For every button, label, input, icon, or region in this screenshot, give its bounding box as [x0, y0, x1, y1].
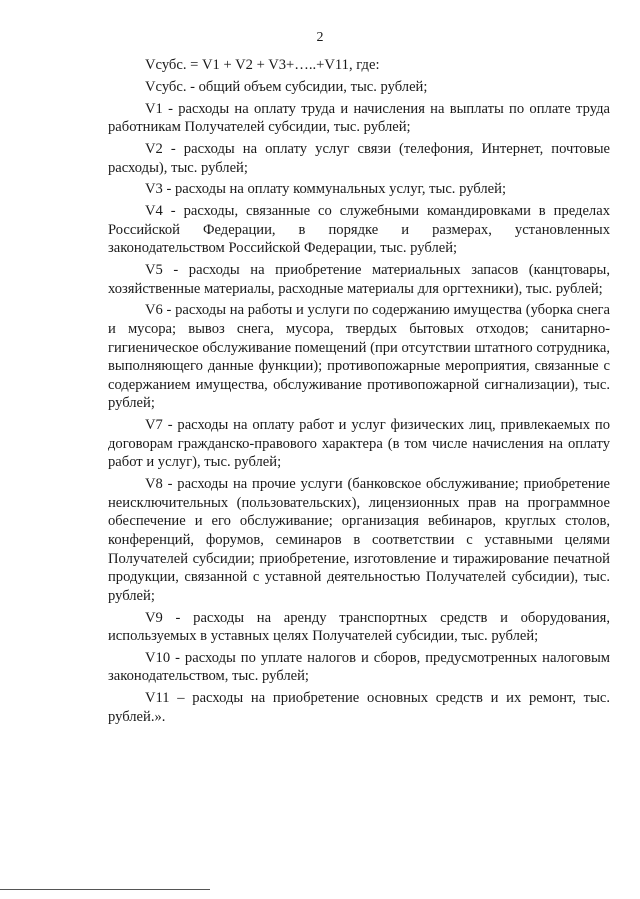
footer-rule — [0, 889, 210, 890]
formula-line: Vсубс. = V1 + V2 + V3+…..+V11, где: — [145, 57, 380, 73]
definition-v1: V1 - расходы на оплату труда и начисления на выплаты по оплате труда работникам Получателей субсидии, тыс. рублей; — [108, 100, 610, 136]
definition-v4: V4 - расходы, связанные со служебными командировками в пределах Российской Федерации, в порядке и размерах, установленных законодательством Российской Федерации, тыс. рублей; — [108, 203, 610, 257]
document-body — [108, 56, 610, 730]
definition-v8: V8 - расходы на прочие услуги (банковское обслуживание; приобретение неисключительных (пользовательских), лицензионных прав на программное обеспечение и его обслуживание; организация вебинаров, круглых столов, конференций, форумов, семинаров в соответствии с уставными целями Получателей субсидии; приобретение, изготовление и тиражирование печатной продукции, связанной с уставной деятельностью Получателей субсидии), тыс. рублей; — [108, 476, 610, 604]
definition-v9: V9 - расходы на аренду транспортных средств и оборудования, используемых в уставных целях Получателей субсидии, тыс. рублей; — [108, 609, 610, 645]
definition-vsubs: Vсубс. - общий объем субсидии, тыс. рублей; — [145, 78, 428, 95]
page-number: 2 — [316, 30, 324, 45]
definition-v3: V3 - расходы на оплату коммунальных услуг, тыс. рублей; — [145, 181, 506, 198]
definition-v2: V2 - расходы на оплату услуг связи (телефония, Интернет, почтовые расходы), тыс. рублей; — [108, 140, 610, 176]
definition-v10: V10 - расходы по уплате налогов и сборов, предусмотренных налоговым законодательством, тыс. рублей; — [108, 649, 610, 685]
definition-v7: V7 - расходы на оплату работ и услуг физических лиц, привлекаемых по договорам гражданско-правового характера (в том числе начисления на оплату работ и услуг), тыс. рублей; — [108, 417, 610, 471]
definition-v6: V6 - расходы на работы и услуги по содержанию имущества (уборка снега и мусора; вывоз снега, мусора, твердых бытовых отходов; санитарно-гигиеническое обслуживание помещений (при отсутствии штатного сотрудника, выполняющего данные функции); противопожарные мероприятия, связанные с содержанием имущества, обслуживание противопожарной сигнализации), тыс. рублей; — [108, 302, 610, 412]
definition-v11: V11 – расходы на приобретение основных средств и их ремонт, тыс. рублей.». — [108, 690, 610, 725]
definition-v5: V5 - расходы на приобретение материальных запасов (канцтовары, хозяйственные материалы, расходные материалы для оргтехники), тыс. рублей; — [108, 262, 610, 297]
